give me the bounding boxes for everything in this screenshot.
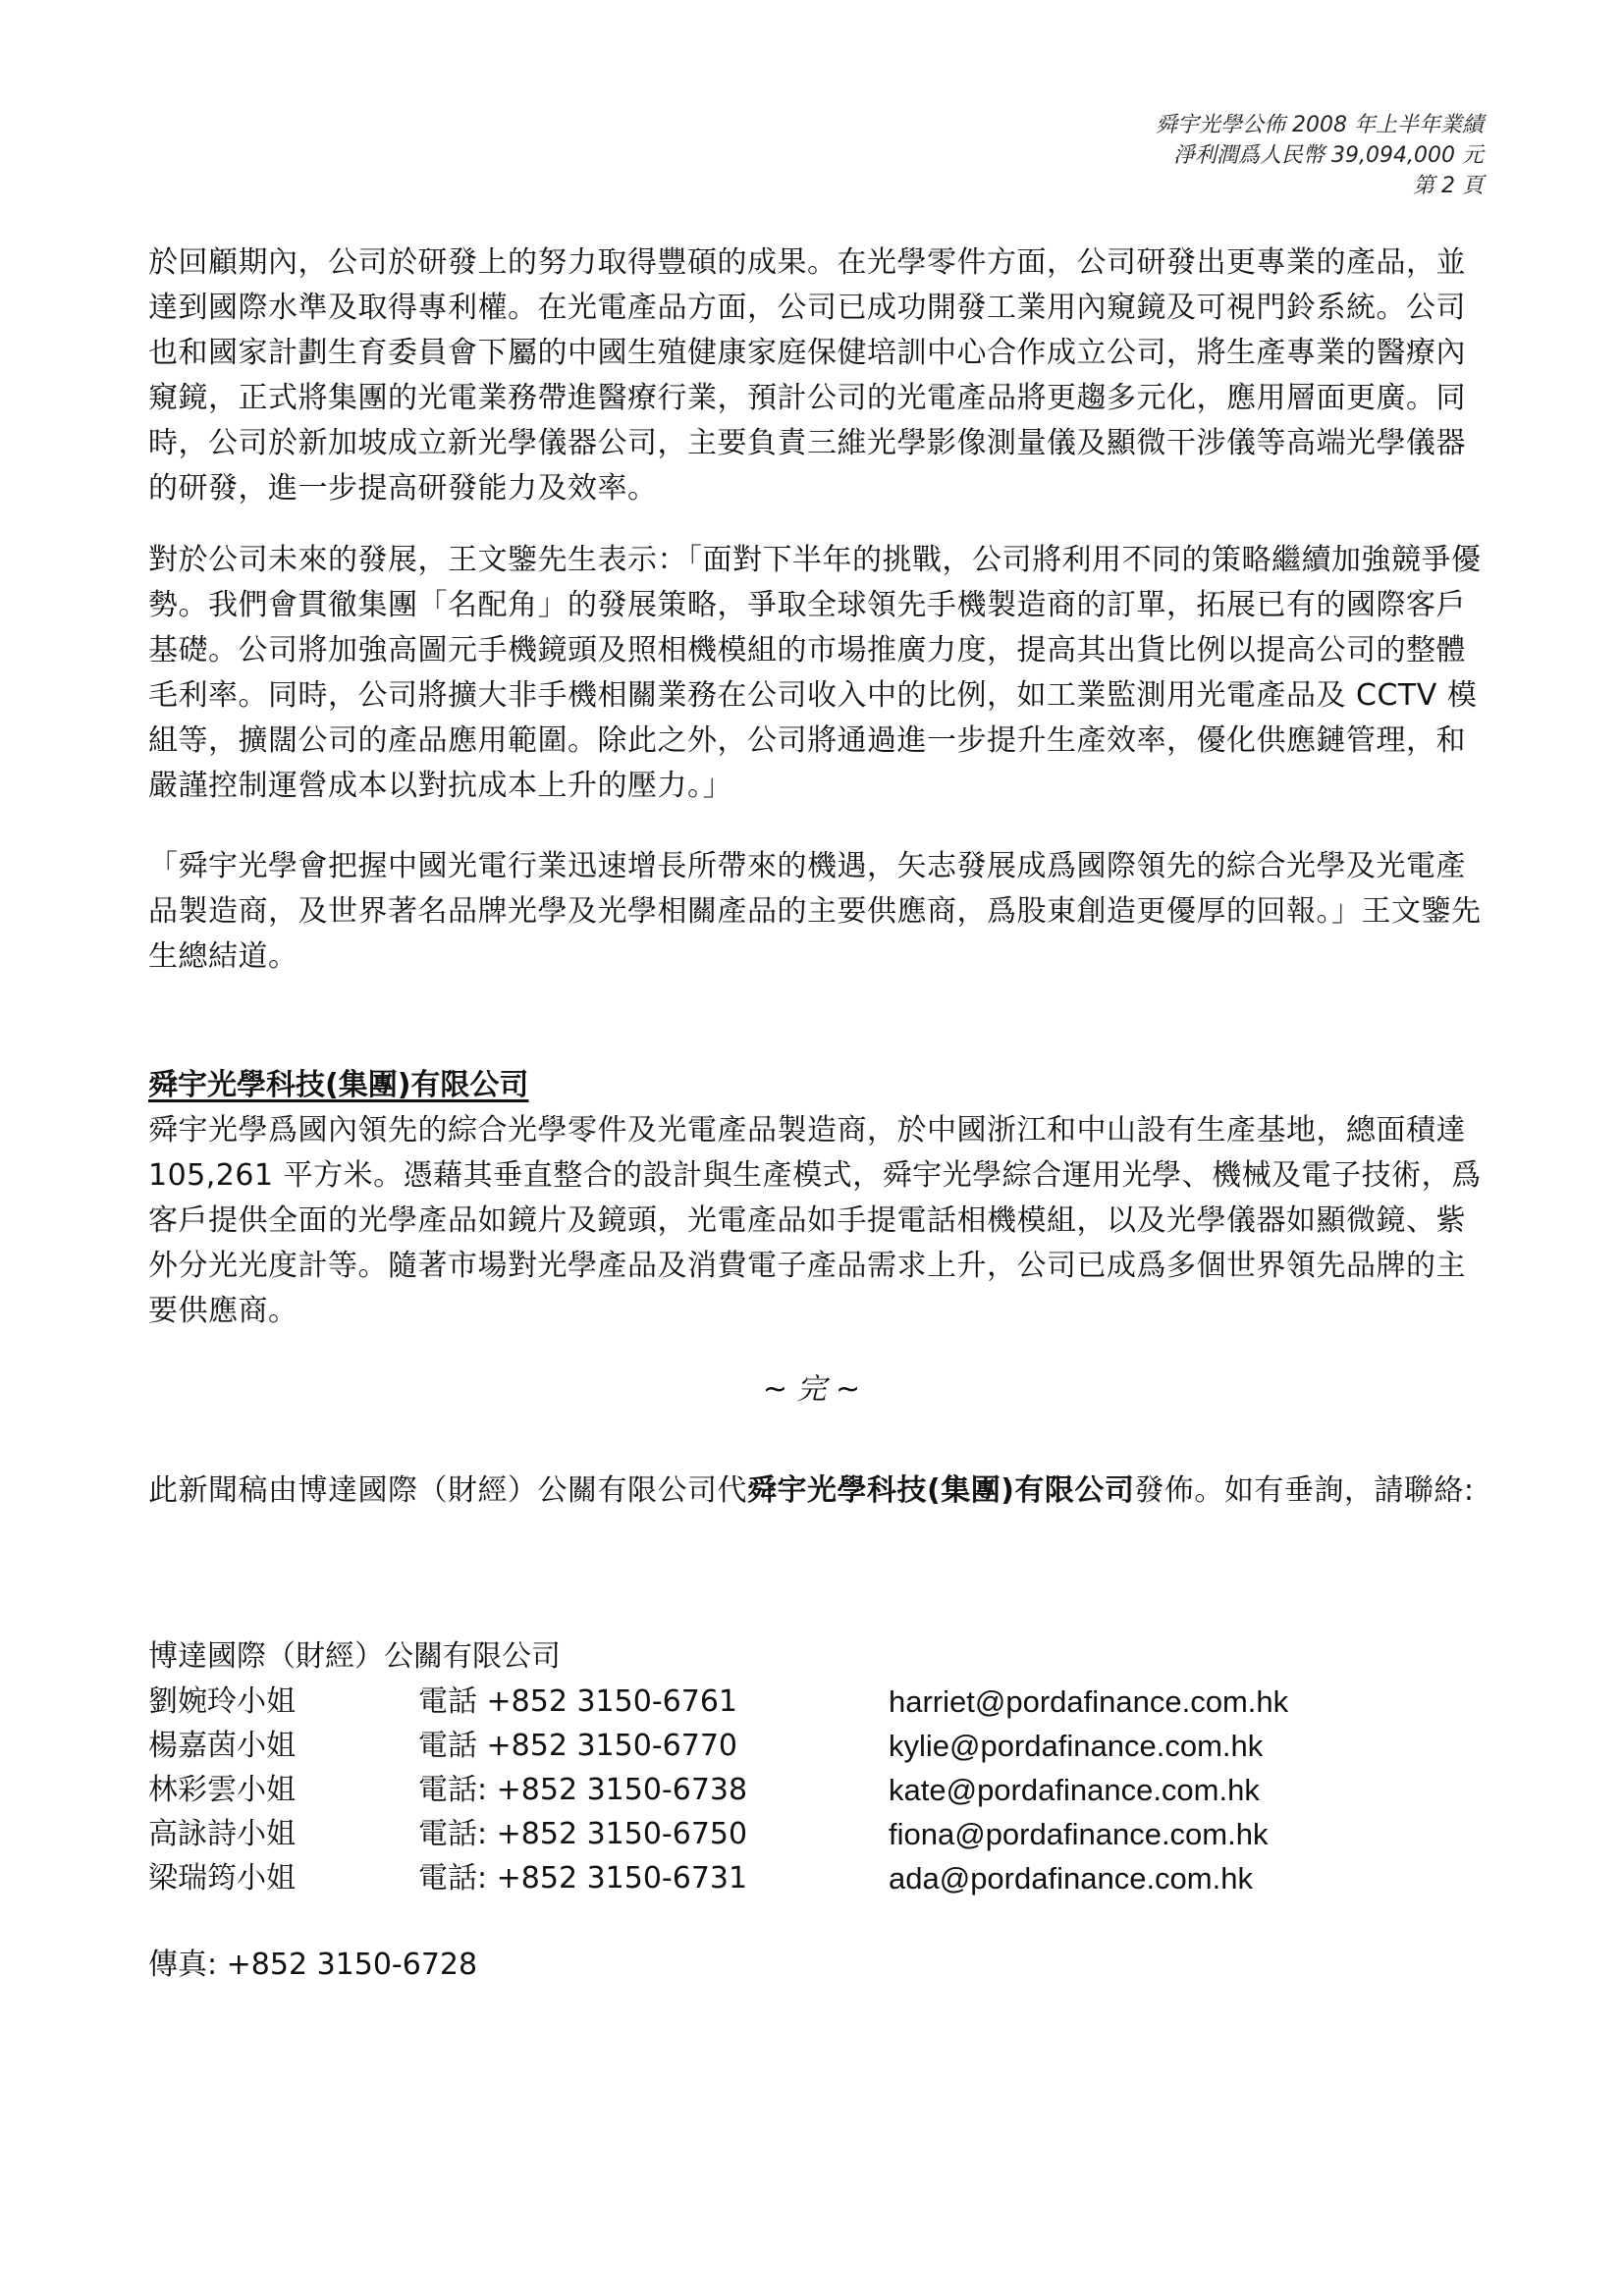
contact-row: [148, 1724, 1523, 1768]
contact-email[interactable]: ada@pordafinance.com.hk: [889, 1861, 1253, 1896]
contact-email[interactable]: kate@pordafinance.com.hk: [889, 1773, 1260, 1807]
agency-name: 博達國際（財經）公關有限公司: [148, 1639, 561, 1674]
paragraph-conclusion: [148, 844, 1484, 980]
contact-row: [148, 1768, 1523, 1812]
header-profit: 淨利潤爲人民幣 39,094,000 元: [1173, 143, 1484, 168]
contact-phone: 電話 +852 3150-6770: [418, 1729, 737, 1763]
contact-row: [148, 1812, 1523, 1856]
contact-name: 梁瑞筠小姐: [148, 1861, 296, 1896]
contact-name: 林彩雲小姐: [148, 1773, 296, 1807]
header-title: 舜宇光學公佈 2008 年上半年業績: [1156, 113, 1484, 137]
contact-phone: 電話: +852 3150-6738: [418, 1773, 748, 1807]
end-mark: ~ 完 ~: [762, 1372, 861, 1407]
paragraph-rnd: [148, 240, 1484, 511]
paragraph-company-profile-text: 舜宇光學爲國內領先的綜合光學零件及光電產品製造商，於中國浙江和中山設有生產基地，總面積達 105,261 平方米。憑藉其垂直整合的設計與生產模式，舜宇光學綜合運用光學、機械及電子技術，爲客戶提供全面的光學產品如鏡片及鏡頭，光電產品如手提電話相機模組，以及光學儀器如顯微鏡、紫外分光光度計等。隨著市場對光學產品及消費電子產品需求上升，公司已成爲多個世界領先品牌的主要供應商。: [148, 1113, 1482, 1328]
release-prefix: 此新聞稿由博達國際（財經）公關有限公司代: [148, 1473, 747, 1508]
contact-name: 劉婉玲小姐: [148, 1684, 296, 1719]
contact-name: 高詠詩小姐: [148, 1817, 296, 1851]
page-number: 第 2 頁: [1413, 174, 1484, 198]
release-statement: [148, 1468, 1484, 1514]
paragraph-company-profile: [148, 1108, 1484, 1334]
fax-number: 傳真: +852 3150-6728: [148, 1948, 478, 1982]
paragraph-conclusion-text: 「舜宇光學會把握中國光電行業迅速增長所帶來的機遇，矢志發展成爲國際領先的綜合光學及光電產品製造商，及世界著名品牌光學及光學相關產品的主要供應商，爲股東創造更優厚的回報。」王文鑒先生總結道。: [148, 849, 1482, 974]
contact-name: 楊嘉茵小姐: [148, 1729, 296, 1763]
company-heading: 舜宇光學科技(集團)有限公司: [148, 1068, 529, 1102]
contact-row: [148, 1856, 1523, 1900]
contact-phone: 電話: +852 3150-6750: [418, 1817, 748, 1851]
contact-email[interactable]: harriet@pordafinance.com.hk: [889, 1684, 1289, 1719]
contact-email[interactable]: kylie@pordafinance.com.hk: [889, 1729, 1264, 1763]
contact-phone: 電話: +852 3150-6731: [418, 1861, 748, 1896]
release-company: 舜宇光學科技(集團)有限公司: [747, 1473, 1135, 1508]
paragraph-rnd-text: 於回顧期內，公司於研發上的努力取得豐碩的成果。在光學零件方面，公司研發出更專業的產品，並達到國際水準及取得專利權。在光電產品方面，公司已成功開發工業用內窺鏡及可視門鈴系統。公司也和國家計劃生育委員會下屬的中國生殖健康家庭保健培訓中心合作成立公司，將生產專業的醫療內窺鏡，正式將集團的光電業務帶進醫療行業，預計公司的光電產品將更趨多元化，應用層面更廣。同時，公司於新加坡成立新光學儀器公司，主要負責三維光學影像測量儀及顯微干涉儀等高端光學儀器的研發，進一步提高研發能力及效率。: [148, 245, 1466, 506]
contact-row: [148, 1680, 1523, 1724]
contact-email[interactable]: fiona@pordafinance.com.hk: [889, 1817, 1269, 1851]
contact-phone: 電話 +852 3150-6761: [418, 1684, 737, 1719]
paragraph-outlook-text: 對於公司未來的發展，王文鑒先生表示：「面對下半年的挑戰，公司將利用不同的策略繼續加強競爭優勢。我們會貫徹集團「名配角」的發展策略，爭取全球領先手機製造商的訂單，拓展已有的國際客戶基礎。公司將加強高圖元手機鏡頭及照相機模組的市場推廣力度，提高其出貨比例以提高公司的整體毛利率。同時，公司將擴大非手機相關業務在公司收入中的比例，如工業監測用光電產品及 CCTV 模組等，擴闊公司的產品應用範圍。除此之外，公司將通過進一步提升生產效率，優化供應鏈管理，和嚴謹控制運營成本以對抗成本上升的壓力。」: [148, 543, 1482, 803]
running-header: [796, 110, 1484, 201]
release-suffix: 發佈。如有垂詢，請聯絡:: [1134, 1473, 1475, 1508]
paragraph-outlook: [148, 538, 1484, 809]
contact-list: [148, 1680, 1523, 1900]
release-statement-text: [148, 1468, 1484, 1514]
